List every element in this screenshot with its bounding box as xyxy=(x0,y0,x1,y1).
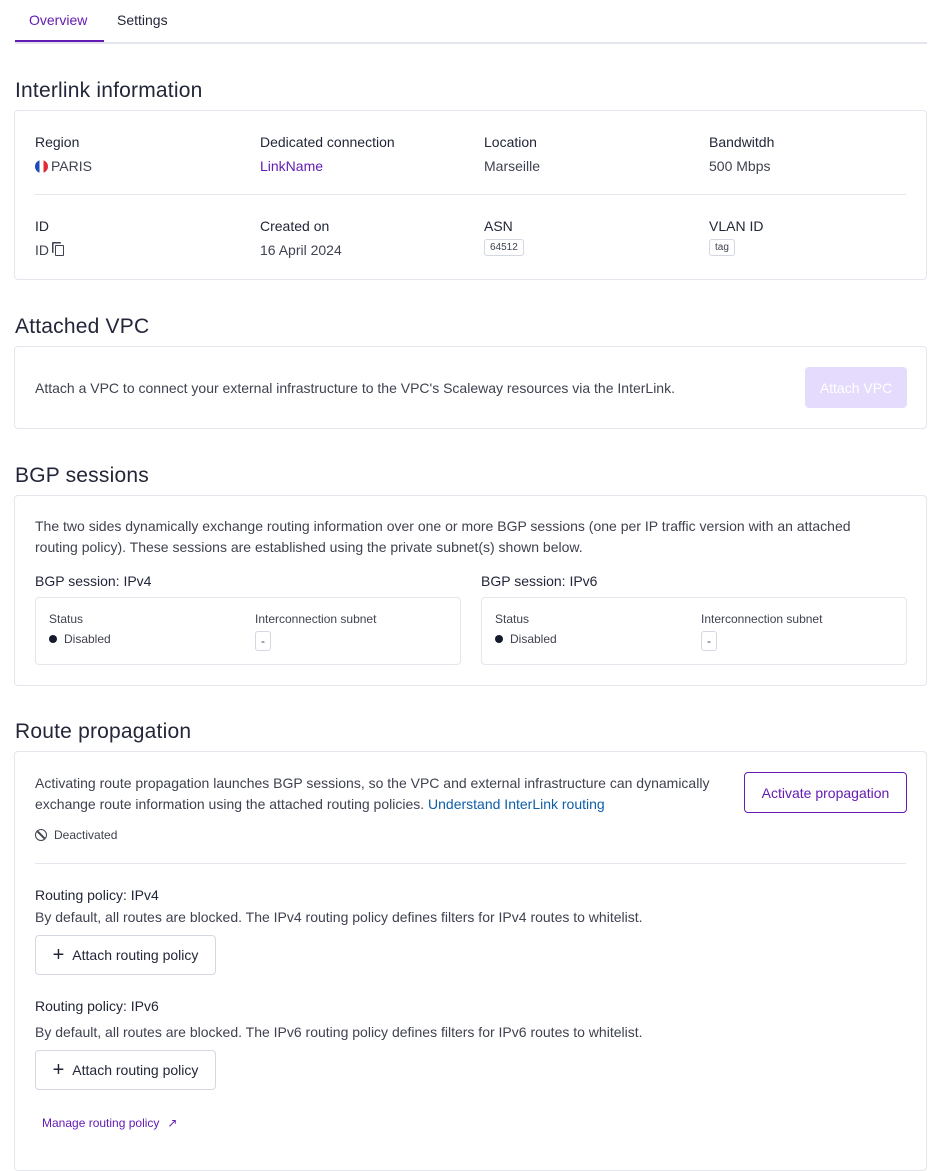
route-title: Route propagation xyxy=(15,720,192,743)
status-value: Disabled xyxy=(495,632,557,646)
divider xyxy=(35,863,906,864)
vpc-description: Attach a VPC to connect your external infrastructure to the VPC's Scaleway resources via the InterLink. xyxy=(35,380,675,396)
bgp-ipv4-title: BGP session: IPv4 xyxy=(35,573,152,589)
vlan-value: tag xyxy=(709,239,735,256)
tab-bar xyxy=(15,0,927,44)
asn-value: 64512 xyxy=(484,239,524,256)
connection-label: Dedicated connection xyxy=(260,134,395,150)
interlink-card xyxy=(14,110,927,280)
activate-propagation-button[interactable]: Activate propagation xyxy=(744,772,907,813)
attach-routing-policy-ipv4-button[interactable]: + Attach routing policy xyxy=(35,935,216,975)
status-dot-icon xyxy=(495,635,503,643)
created-value: 16 April 2024 xyxy=(260,242,342,258)
plus-icon: + xyxy=(52,1059,65,1081)
external-link-icon: ↗ xyxy=(167,1116,178,1130)
vlan-label: VLAN ID xyxy=(709,218,764,234)
subnet-label: Interconnection subnet xyxy=(255,612,377,626)
bandwidth-value: 500 Mbps xyxy=(709,158,771,174)
understand-routing-link[interactable]: Understand InterLink routing xyxy=(428,796,605,812)
id-value: ID xyxy=(35,242,64,258)
status-dot-icon xyxy=(49,635,57,643)
policy-ipv6-description: By default, all routes are blocked. The IPv6 routing policy defines filters for IPv6 routes to whitelist. xyxy=(35,1024,643,1040)
location-value: Marseille xyxy=(484,158,541,174)
bgp-ipv4-box xyxy=(35,597,461,665)
manage-routing-policy-link[interactable]: Manage routing policy ↗ xyxy=(42,1116,178,1130)
tab-overview[interactable]: Overview xyxy=(29,12,88,28)
created-label: Created on xyxy=(260,218,330,234)
policy-ipv4-title: Routing policy: IPv4 xyxy=(35,887,159,903)
attached-vpc-title: Attached VPC xyxy=(15,315,150,338)
location-label: Location xyxy=(484,134,537,150)
france-flag-icon xyxy=(35,160,48,173)
bgp-title: BGP sessions xyxy=(15,464,149,487)
blocked-icon xyxy=(35,829,47,841)
subnet-value: - xyxy=(701,631,717,651)
policy-ipv4-description: By default, all routes are blocked. The IPv4 routing policy defines filters for IPv4 routes to whitelist. xyxy=(35,909,643,925)
policy-ipv6-title: Routing policy: IPv6 xyxy=(35,998,159,1014)
divider xyxy=(35,194,906,195)
interlink-title: Interlink information xyxy=(15,79,203,102)
attach-routing-policy-ipv6-button[interactable]: + Attach routing policy xyxy=(35,1050,216,1090)
attached-vpc-card xyxy=(14,346,927,429)
region-label: Region xyxy=(35,134,80,150)
status-label: Status xyxy=(495,612,530,626)
plus-icon: + xyxy=(52,944,65,966)
bandwidth-label: Bandwitdh xyxy=(709,134,775,150)
status-label: Status xyxy=(49,612,84,626)
route-description: Activating route propagation launches BGP sessions, so the VPC and external infrastructure can dynamically exchange route information using the attached routing policies. Understand InterLink routing xyxy=(35,775,710,812)
status-value: Disabled xyxy=(49,632,111,646)
bgp-ipv6-box xyxy=(481,597,907,665)
bgp-description: The two sides dynamically exchange routing information over one or more BGP sessions (one per IP traffic version with an attached routing policy). These sessions are established using the private subnet(s) shown below. xyxy=(35,518,851,555)
id-label: ID xyxy=(35,218,49,234)
asn-label: ASN xyxy=(484,218,513,234)
attach-vpc-button[interactable]: Attach VPC xyxy=(805,367,907,408)
active-tab-indicator xyxy=(15,40,104,42)
subnet-value: - xyxy=(255,631,271,651)
route-card xyxy=(14,751,927,1171)
propagation-status: Deactivated xyxy=(35,828,117,842)
tab-settings[interactable]: Settings xyxy=(117,12,168,28)
connection-link[interactable]: LinkName xyxy=(260,158,324,174)
subnet-label: Interconnection subnet xyxy=(701,612,823,626)
bgp-ipv6-title: BGP session: IPv6 xyxy=(481,573,598,589)
bgp-card xyxy=(14,495,927,686)
region-value: PARIS xyxy=(35,158,92,174)
copy-icon[interactable] xyxy=(55,245,64,256)
